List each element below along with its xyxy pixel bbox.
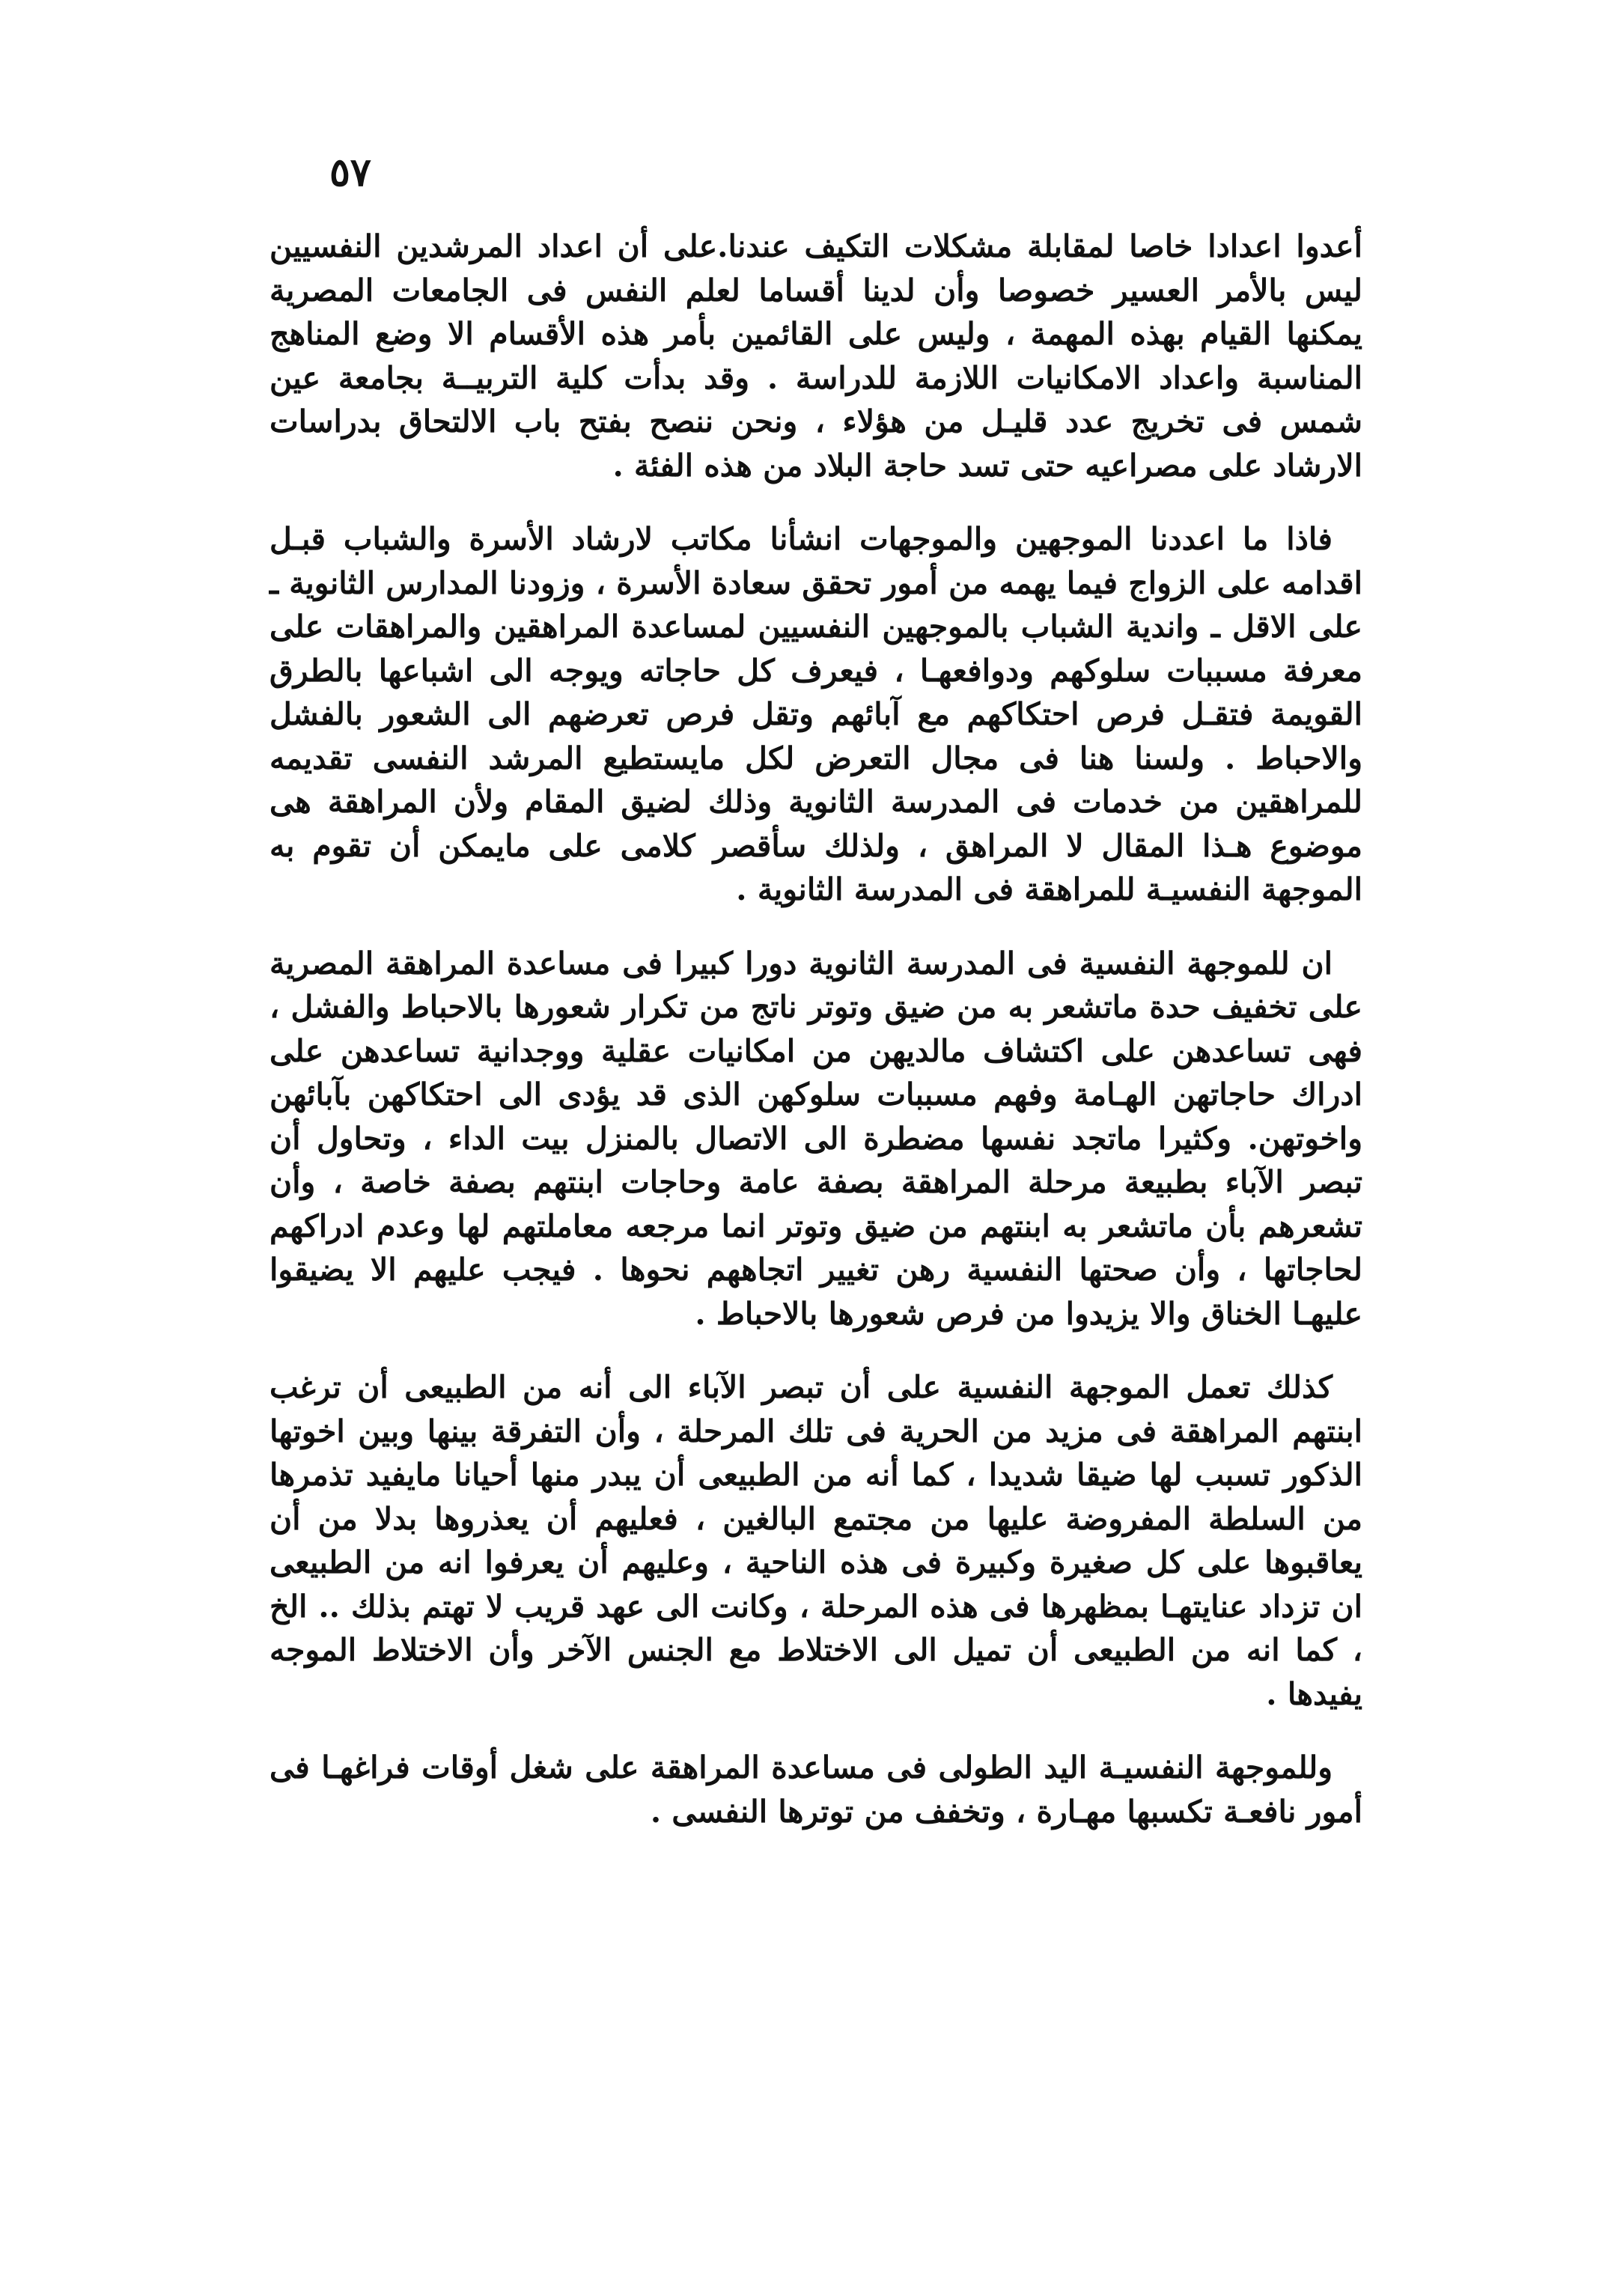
paragraph-5: وللموجهة النفسيـة اليد الطولى فى مساعدة المراهقة على شغل أوقات فراغهـا فى أمور نافعـة تكسبها مهـارة ، وتخفف من توترها النفسى . xyxy=(269,1750,1362,1830)
paragraph-4: كذلك تعمل الموجهة النفسية على أن تبصر الآباء الى أنه من الطبيعى أن ترغب ابنتهم المراهقة فى مزيد من الحرية فى تلك المرحلة ، وأن التفرقة بينها وبين اخوتها الذكور تسبب لها ضيقا شديدا ، كما أنه من الطبيعى أن يبدر منها أحيانا مايفيد تذمرها من السلطة المفروضة عليها من مجتمع البالغين ، فعليهم أن يعذروها بدلا من أن يعاقبوها على كل صغيرة وكبيرة فى هذه الناحية ، وعليهم أن يعرفوا انه من الطبيعى ان تزداد عنايتهـا بمظهرها فى هذه المرحلة ، وكانت الى عهد قريب لا تهتم بذلك .. الخ ، كما انه من الطبيعى أن تميل الى الاختلاط مع الجنس الآخر وأن الاختلاط الموجه يفيدها . xyxy=(269,1369,1362,1712)
paragraph-1: أعدوا اعدادا خاصا لمقابلة مشكلات التكيف عندنا.على أن اعداد المرشدين النفسيين ليس بالأمر العسير خصوصا وأن لدينا أقساما لعلم النفس فى الجامعات المصرية يمكنها القيام بهذه المهمة ، وليس على القائمين بأمر هذه الأقسام الا وضع المناهج المناسبة واعداد الامكانيات اللازمة للدراسة . وقد بدأت كلية التربيــة بجامعة عين شمس فى تخريج عدد قليـل من هؤلاء ، ونحن ننصح بفتح باب الالتحاق بدراسات الارشاد على مصراعيه حتى تسد حاجة البلاد من هذه الفئة . xyxy=(269,228,1362,484)
body-text xyxy=(269,225,1362,1863)
paragraph-2: فاذا ما اعددنا الموجهين والموجهات انشأنا مكاتب لارشاد الأسرة والشباب قبـل اقدامه على الزواج فيما يهمه من أمور تحقق سعادة الأسرة ، وزودنا المدارس الثانوية ـ على الاقل ـ واندية الشباب بالموجهين النفسيين لمساعدة المراهقين والمراهقات على معرفة مسببات سلوكهم ودوافعهـا ، فيعرف كل حاجاته ويوجه الى اشباعها بالطرق القويمة فتقـل فرص احتكاكهم مع آبائهم وتقل فرص تعرضهم الى الشعور بالفشل والاحباط . ولسنا هنا فى مجال التعرض لكل مايستطيع المرشد النفسى تقديمه للمراهقين من خدمات فى المدرسة الثانوية وذلك لضيق المقام ولأن المراهقة هى موضوع هـذا المقال لا المراهق ، ولذلك سأقصر كلامى على مايمكن أن تقوم به الموجهة النفسيـة للمراهقة فى المدرسة الثانوية . xyxy=(269,521,1362,907)
paragraph-3: ان للموجهة النفسية فى المدرسة الثانوية دورا كبيرا فى مساعدة المراهقة المصرية على تخفيف حدة ماتشعر به من ضيق وتوتر ناتج من تكرار شعورها بالاحباط والفشل ، فهى تساعدهن على اكتشاف مالديهن من امكانيات عقلية ووجدانية تساعدهن على ادراك حاجاتهن الهـامة وفهم مسببات سلوكهن الذى قد يؤدى الى احتكاكهن بآبائهن واخوتهن. وكثيرا ماتجد نفسها مضطرة الى الاتصال بالمنزل بيت الداء ، وتحاول أن تبصر الآباء بطبيعة مرحلة المراهقة بصفة عامة وحاجات ابنتهم بصفة خاصة ، وأن تشعرهم بأن ماتشعر به ابنتهم من ضيق وتوتر انما مرجعه معاملتهم لها وعدم ادراكهم لحاجاتها ، وأن صحتها النفسية رهن تغيير اتجاههم نحوها . فيجب عليهم الا يضيقوا عليهـا الخناق والا يزيدوا من فرص شعورها بالاحباط . xyxy=(269,945,1362,1332)
page-number: ٥٧ xyxy=(329,150,371,195)
